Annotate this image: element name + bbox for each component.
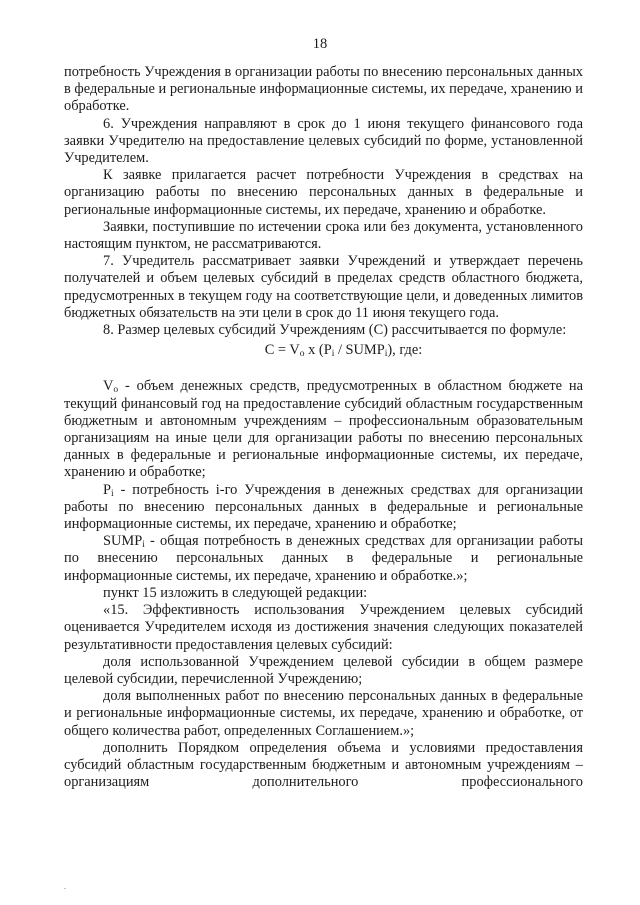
paragraph-continuation: потребность Учреждения в организации работы по внесению персональных данных в федеральные и региональные информационные системы, их передаче, хранению и обработке. <box>64 64 583 115</box>
definition-sump-text: - общая потребность в денежных средствах для организации работы по внесению персональных данных в федеральные и региональные информационные системы, их передаче, хранению и обработке.»; <box>64 533 583 584</box>
indicator-subsidy-share: доля использованной Учреждением целевой субсидии в общем размере целевой субсидии, перечисленной Учреждению; <box>64 653 583 687</box>
paragraph-item-7: 7. Учредитель рассматривает заявки Учреждений и утверждает перечень получателей и объем целевых субсидий в пределах средств областного бюджета, предусмотренных в текущем году на соответствующие цели, и доведенных лимитов бюджетных обязательств на эти цели в срок до 11 июня текущего года. <box>64 253 583 321</box>
document-body <box>64 64 583 791</box>
formula-sub-i-sum: i <box>384 349 388 360</box>
paragraph-item-15: «15. Эффективность использования Учреждением целевых субсидий оценивается Учредителем исходя из достижения значения следующих показателей результативности предоставления целевых субсидий: <box>64 602 583 653</box>
scan-speck <box>64 888 66 889</box>
paragraph-late-applications: Заявки, поступившие по истечении срока или без документа, установленного настоящим пунктом, не рассматриваются. <box>64 218 583 253</box>
definition-sump-sub: i <box>142 540 145 551</box>
definition-pi-text: - потребность i-го Учреждения в денежных средствах для организации работы по внесению персональных данных в федеральные и региональные информационные системы, их передаче, хранению и обработке; <box>64 481 583 533</box>
definition-vo-sub: o <box>113 385 119 396</box>
paragraph-application-attachment: К заявке прилагается расчет потребности Учреждения в средствах на организацию работы по внесению персональных данных в федеральные и региональные информационные системы, их передаче, хранению и обработке. <box>64 167 583 218</box>
subsidy-formula <box>104 342 583 359</box>
formula-sub-i: i <box>331 349 335 360</box>
formula-mid: x (P <box>304 342 332 359</box>
page-number: 18 <box>312 36 328 52</box>
paragraph-item-6: 6. Учреждения направляют в срок до 1 июня текущего финансового года заявки Учредителю на предоставление целевых субсидий по форме, установленной Учредителем. <box>64 115 583 167</box>
definition-vo-text: - объем денежных средств, предусмотренных в областном бюджете на текущий финансовый год на предоставление субсидий областным государственным бюджетным и автономным учреждениям – профессиональным образовательным организациям на иные цели для организации работы по внесению персональных данных в федеральные и региональные информационные системы, их передаче, хранению и обработке; <box>64 378 583 481</box>
formula-lhs: C = V <box>264 342 300 359</box>
definition-pi-sub: i <box>111 488 114 499</box>
formula-rhs: ), где: <box>387 342 423 359</box>
paragraph-item-8: 8. Размер целевых субсидий Учреждениям (С) рассчитывается по формуле: <box>103 322 567 339</box>
paragraph-item-15-intro: пункт 15 изложить в следующей редакции: <box>103 584 368 601</box>
paragraph-supplement-procedure: дополнить Порядком определения объема и условиями предоставления субсидий областным государственным бюджетным и автономным учреждениям – организациям дополнительного профессионального <box>64 739 583 791</box>
definition-sump-symbol: SUMP <box>103 533 143 550</box>
definition-pi-symbol: P <box>103 481 112 498</box>
formula-sub-o: o <box>299 349 305 360</box>
formula-div: / SUMP <box>334 342 385 359</box>
definition-sump <box>64 533 583 585</box>
indicator-works-share: доля выполненных работ по внесению персональных данных в федеральные и региональные информационные системы, их передаче, хранению и обработке, от общего количества работ, определенных Соглашением.»; <box>64 688 583 739</box>
definition-vo-symbol: V <box>103 378 114 395</box>
definition-vo <box>64 378 583 481</box>
definition-pi <box>64 482 583 534</box>
